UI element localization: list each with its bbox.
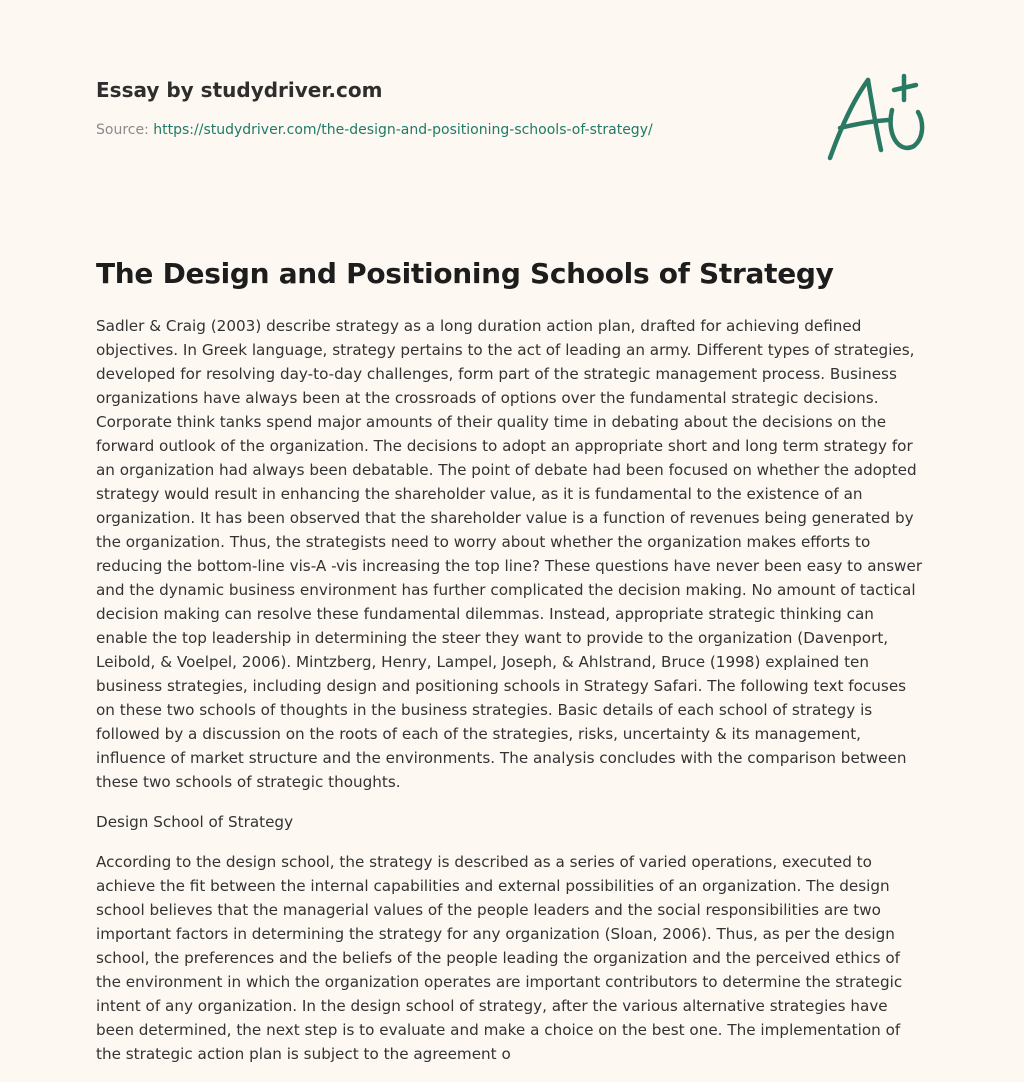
essay-header <box>96 76 796 140</box>
article-paragraph: Sadler & Craig (2003) describe strategy as a long duration action plan, drafted for achieving defined objectives. In Greek language, strategy pertains to the act of leading an army. Different types of strategies, developed for resolving day-to-day challenges, form part of the strategic management process. Business organizations have always been at the crossroads of options over the fundamental strategic decisions. Corporate think tanks spend major amounts of their quality time in debating about the decisions on the forward outlook of the organization. The decisions to adopt an appropriate short and long term strategy for an organization had always been debatable. The point of debate had been focused on whether the adopted strategy would result in enhancing the shareholder value, as it is fundamental to the existence of an organization. It has been observed that the shareholder value is a function of revenues being generated by the organization. Thus, the strategists need to worry about whether the organization makes efforts to reducing the bottom-line vis-A -vis increasing the top line? These questions have never been easy to answer and the dynamic business environment has further complicated the decision making. No amount of tactical decision making can resolve these fundamental dilemmas. Instead, appropriate strategic thinking can enable the top leadership in determining the steer they want to provide to the organization (Davenport, Leibold, & Voelpel, 2006). Mintzberg, Henry, Lampel, Joseph, & Ahlstrand, Bruce (1998) explained ten business strategies, including design and positioning schools in Strategy Safari. The following text focuses on these two schools of thoughts in the business strategies. Basic details of each school of strategy is followed by a discussion on the roots of each of the strategies, risks, uncertainty & its management, influence of market structure and the environments. The analysis concludes with the comparison between these two schools of strategic thoughts. <box>96 317 923 791</box>
section-heading: Design School of Strategy <box>96 813 294 831</box>
article-paragraph: According to the design school, the strategy is described as a series of varied operations, executed to achieve the fit between the internal capabilities and external possibilities of an organization. The design school believes that the managerial values of the people leaders and the social responsibilities are two important factors in determining the strategy for any organization (Sloan, 2006). Thus, as per the design school, the preferences and the beliefs of the people leading the organization and the perceived ethics of the environment in which the organization operates are important contributors to determine the strategic intent of any organization. In the design school of strategy, after the various alternative strategies have been determined, the next step is to evaluate and make a choice on the best one. The implementation of the strategic action plan is subject to the agreement o <box>96 853 903 1063</box>
source-line <box>96 120 796 140</box>
source-label: Source: <box>96 122 154 138</box>
article-body <box>96 314 928 1082</box>
article-title: The Design and Positioning Schools of Strategy <box>96 257 834 290</box>
a-plus-logo-icon <box>818 64 930 168</box>
brand-title: Essay by studydriver.com <box>96 78 383 102</box>
source-link[interactable]: https://studydriver.com/the-design-and-positioning-schools-of-strategy/ <box>153 122 653 138</box>
